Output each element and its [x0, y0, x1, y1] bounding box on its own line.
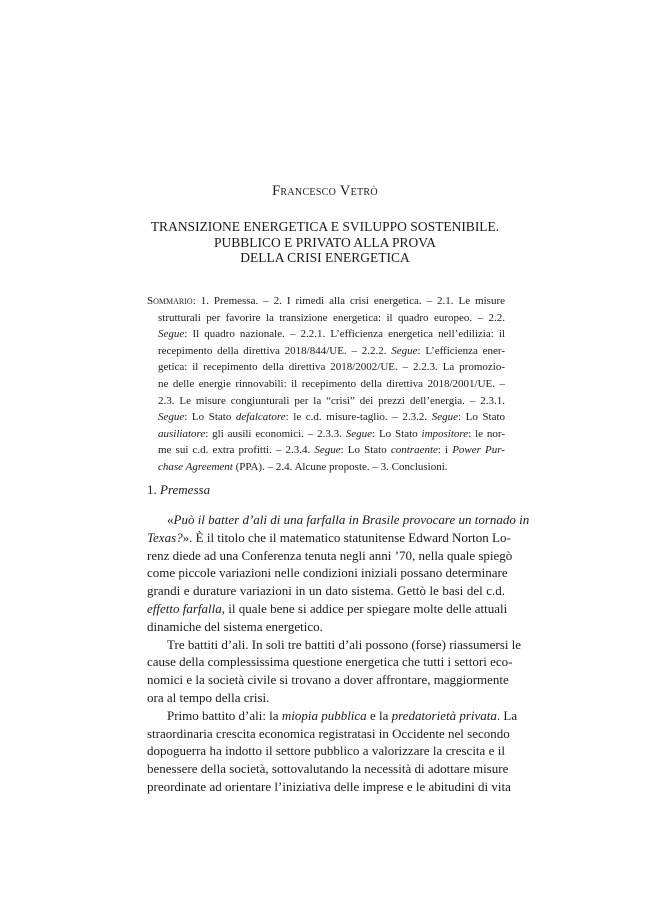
- italic-text: Texas?: [147, 529, 183, 545]
- text-line: dinamiche del sistema energetico.: [147, 618, 323, 634]
- text-line: come piccole variazioni nelle condizioni iniziali possano determinare: [147, 565, 508, 581]
- toc-line: Sommario: 1. Premessa. – 2. I rimedi alla crisi energetica. – 2.1. Le misure: [147, 295, 505, 307]
- italic-text: impositore: [421, 427, 469, 440]
- toc-line: ne delle energie rinnovabili: il recepimento della direttiva 2018/2001/UE. –: [158, 377, 505, 390]
- italic-text: defalcatore: [235, 411, 286, 424]
- toc-line: 2.3. Le misure congiunturali per la “crisi” dei prezzi dell’energia. – 2.3.1.: [158, 394, 505, 407]
- text-line: benessere della società, sottovalutando la necessità di adottare misure: [147, 761, 509, 777]
- italic-text: Segue: [345, 427, 373, 440]
- italic-text: contraente: [390, 444, 438, 457]
- italic-text: predatorietà privata: [391, 707, 497, 723]
- toc-line: ausiliatore: gli ausili economici. – 2.3.3. Segue: Lo Stato impositore: le nor-: [158, 427, 505, 440]
- text-line: ora al tempo della crisi.: [147, 689, 270, 705]
- section-heading: [147, 482, 210, 498]
- italic-text: Può il batter d’ali di una farfalla in Brasile provocare un tornado in: [173, 512, 530, 527]
- toc-line: getica: il recepimento della direttiva 2018/2002/UE. – 2.2.3. La promozio-: [158, 361, 505, 374]
- italic-text: Segue: [158, 328, 185, 341]
- italic-text: miopia pubblica: [281, 707, 367, 723]
- text-line: renz diede ad una Conferenza tenuta negli anni ’70, nella quale spiegò: [147, 547, 513, 563]
- text-line: preordinate ad orientare l’iniziativa delle imprese e le abitudini di vita: [147, 778, 511, 794]
- italic-text: Power Pur-: [452, 444, 505, 457]
- body-text: [147, 511, 530, 796]
- text-line: «Può il batter d’ali di una farfalla in Brasile provocare un tornado in: [167, 512, 530, 527]
- text-line: nomici e la società civile si trovano a dover affrontare, maggiormente: [147, 672, 509, 688]
- text-line: dopoguerra ha indotto il settore pubblico a valorizzare la crescita e il: [147, 743, 505, 759]
- paragraph: [147, 511, 530, 636]
- title-line: DELLA CRISI ENERGETICA: [240, 250, 410, 265]
- title-line: TRANSIZIONE ENERGETICA E SVILUPPO SOSTENIBILE.: [150, 219, 500, 234]
- text-line: straordinaria crescita economica registratasi in Occidente nel secondo: [147, 725, 510, 741]
- author-name: Francesco Vetrò: [272, 183, 378, 199]
- text-line: Texas?». È il titolo che il matematico statunitense Edward Norton Lo-: [147, 529, 511, 545]
- section-number: 1.: [147, 482, 160, 497]
- toc-line: chase Agreement (PPA). – 2.4. Alcune proposte. – 3. Conclusioni.: [158, 460, 448, 473]
- text-line: cause della complessissima questione energetica che tutti i settori eco-: [147, 654, 513, 670]
- text-line: grandi e durature variazioni in un dato sistema. Gettò le basi del c.d.: [147, 583, 505, 599]
- paragraph: [147, 636, 522, 707]
- toc-line: strutturali per favorire la transizione energetica: il quadro europeo. – 2.2.: [158, 311, 505, 324]
- toc-label: Sommario: [147, 295, 193, 307]
- italic-text: Segue: [158, 411, 185, 424]
- article-title: [140, 219, 510, 266]
- italic-text: Segue: [391, 344, 418, 357]
- toc-line: Segue: Lo Stato defalcatore: le c.d. misure-taglio. – 2.3.2. Segue: Lo Stato: [158, 411, 506, 424]
- title-line: PUBBLICO E PRIVATO ALLA PROVA: [213, 234, 437, 250]
- text-line: effetto farfalla, il quale bene si addice per spiegare molte delle attuali: [147, 600, 508, 616]
- paragraph: [147, 707, 518, 796]
- text-line: Tre battiti d’ali. In soli tre battiti d’ali possono (forse) riassumersi le: [167, 636, 522, 652]
- toc-line: Segue: Il quadro nazionale. – 2.2.1. L’efficienza energetica nell’edilizia: il: [158, 328, 505, 341]
- toc-line: me sui c.d. extra profitti. – 2.3.4. Segue: Lo Stato contraente: i Power Pur-: [158, 444, 505, 457]
- text-line: Primo battito d’ali: la miopia pubblica e la predatorietà privata. La: [167, 707, 518, 723]
- italic-text: chase Agreement: [158, 460, 233, 473]
- italic-text: ausiliatore: [158, 427, 206, 440]
- toc-line: recepimento della direttiva 2018/844/UE. – 2.2.2. Segue: L’efficienza ener-: [158, 344, 505, 357]
- table-of-contents: [147, 293, 505, 476]
- italic-text: effetto farfalla: [147, 600, 222, 616]
- section-title: Premessa: [160, 482, 211, 497]
- italic-text: Segue: [431, 411, 458, 424]
- italic-text: Segue: [314, 444, 341, 457]
